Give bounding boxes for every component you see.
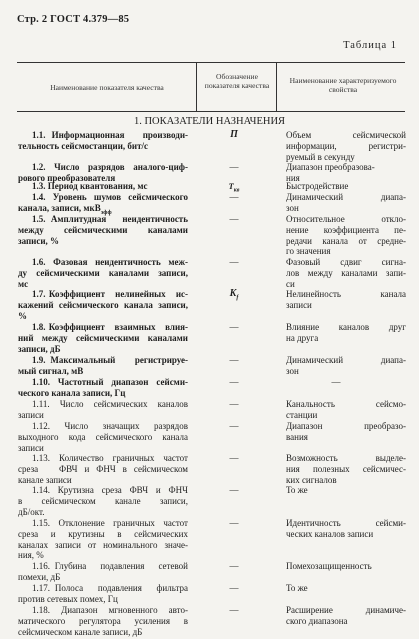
indicator-name: 1.5. Амплитудная неидентичность между сейсмическими каналами записи, % (18, 214, 188, 246)
characterized-property: Быстродействие (286, 181, 349, 191)
characterized-property: Помехозащищенность (286, 561, 372, 571)
indicator-name: 1.3. Период квантования, мс (32, 181, 148, 191)
indicator-symbol: — (229, 561, 239, 571)
characterized-property: Диапазон преобразо- вания (286, 421, 406, 442)
indicator-symbol: — (229, 421, 239, 431)
characterized-property: Динамический диапа- зон (286, 355, 406, 376)
characterized-property: Влияние каналов друг на друга (286, 322, 406, 343)
characterized-property: То же (286, 583, 308, 593)
indicator-symbol: — (229, 162, 239, 172)
characterized-property: Возможность выделе- ния полезных сейсмичес- ких сигналов (286, 453, 406, 485)
indicator-name: 1.12. Число значащих разрядов выходного кода сейсмического канала записи (18, 421, 188, 453)
indicator-symbol: — (229, 399, 239, 409)
indicator-symbol: — (229, 192, 239, 202)
indicator-name: 1.7. Коэффициент нелинейных ис- кажений сейсмического канала записи, % (18, 289, 188, 321)
characterized-property: Нелинейность канала записи (286, 289, 406, 310)
indicator-name: 1.1. Информационная производи- тельность сейсмостанции, бит/с (18, 130, 188, 151)
indicator-name: 1.18. Диапазон мгновенного авто- матического регулятора усиления в сейсмическом канале записи, дБ (18, 605, 188, 637)
indicator-name: 1.9. Максимальный регистрируе- мый сигнал, мВ (18, 355, 188, 376)
column-header-designation: Обозначение показателя качества (204, 72, 270, 90)
column-header-quality-indicator: Наименование показателя качества (50, 83, 164, 92)
indicator-name: 1.10. Частотный диапазон сейсми- ческого канала записи, Гц (18, 377, 188, 398)
table-top-rule (17, 62, 405, 63)
indicator-name: 1.13. Количество граничных частот среза ФВЧ и ФНЧ в сейсмическом канале записи (18, 453, 188, 485)
characterized-property: Объем сейсмической информации, регистри- руемый в секунду (286, 130, 406, 162)
indicator-symbol: $K_f$ (229, 288, 239, 301)
indicator-symbol: — (229, 518, 239, 528)
indicator-symbol: — (229, 453, 239, 463)
indicator-symbol: $T_{кв}$ (228, 181, 240, 194)
indicator-name: 1.17. Полоса подавления фильтра против сетевых помех, Гц (18, 583, 188, 604)
characterized-property: Относительное откло- нение коэффициента пе- редачи канала от средне- го значения (286, 214, 406, 257)
characterized-property: Канальность сейсмо- станции (286, 399, 406, 420)
characterized-property: Расширение динамиче- ского диапазона (286, 605, 406, 626)
table-label: Таблица 1 (343, 40, 397, 51)
characterized-property: Динамический диапа- зон (286, 192, 406, 213)
indicator-symbol: — (229, 377, 239, 387)
indicator-name: 1.15. Отклонение граничных частот среза и крутизны в сейсмических каналах записи от номинального значе- ния, % (18, 518, 188, 561)
page-header: Стр. 2 ГОСТ 4.379—85 (17, 14, 130, 25)
indicator-symbol: — (229, 257, 239, 267)
column-divider-1 (196, 63, 197, 111)
column-divider-2 (276, 63, 277, 111)
section-title: 1. ПОКАЗАТЕЛИ НАЗНАЧЕНИЯ (133, 116, 286, 127)
indicator-name: 1.4. Уровень шумов сейсмического канала, записи, мкВ$_{эфф}$ (18, 192, 188, 216)
table-header-rule (17, 111, 405, 112)
indicator-name: 1.14. Крутизна среза ФВЧ и ФНЧ в сейсмическом канале записи, дБ/окт. (18, 485, 188, 517)
indicator-name: 1.2. Число разрядов аналого-циф- рового преобразователя (18, 162, 188, 183)
characterized-property: Идентичность сейсми- ческих каналов записи (286, 518, 406, 539)
characterized-property: — (331, 377, 341, 387)
indicator-name: 1.8. Коэффициент взаимных влия- ний между сейсмическими каналами записи, дБ (18, 322, 188, 354)
indicator-symbol: — (229, 355, 239, 365)
indicator-symbol: — (229, 485, 239, 495)
characterized-property: То же (286, 485, 308, 495)
indicator-symbol: — (229, 583, 239, 593)
indicator-symbol: — (229, 322, 239, 332)
indicator-symbol: П (230, 129, 238, 140)
characterized-property: Диапазон преобразова- ния (286, 162, 375, 183)
characterized-property: Фазовый сдвиг сигна- лов между каналами запи- си (286, 257, 406, 289)
indicator-name: 1.11. Число сейсмических каналов записи (18, 399, 188, 420)
indicator-symbol: — (229, 214, 239, 224)
indicator-name: 1.16. Глубина подавления сетевой помехи, дБ (18, 561, 188, 582)
column-header-property: Наименование характеризуемого свойства (289, 76, 397, 94)
indicator-symbol: — (229, 605, 239, 615)
indicator-name: 1.6. Фазовая неидентичность меж- ду сейсмическими каналами записи, мс (18, 257, 188, 289)
